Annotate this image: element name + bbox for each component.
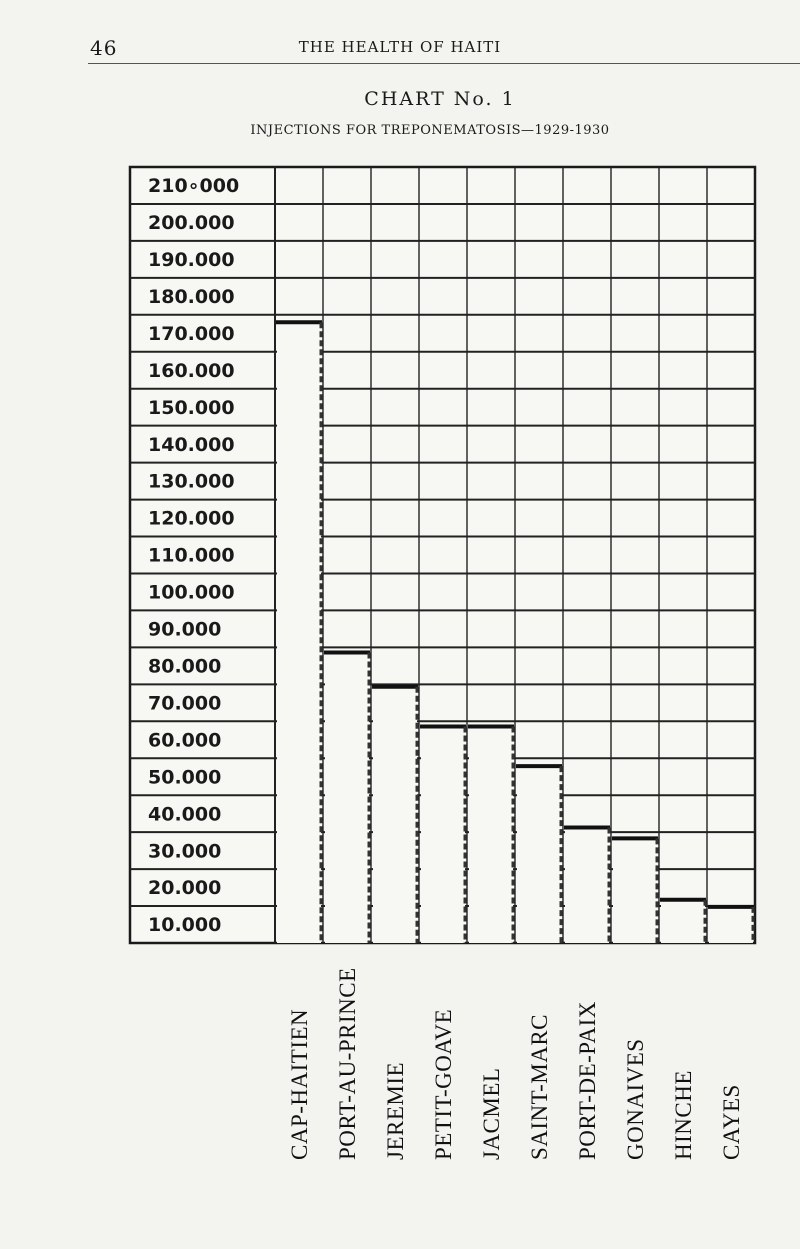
- bar: [276, 322, 322, 943]
- category-label: PORT-DE-PAIX: [575, 1001, 600, 1160]
- bar: [564, 828, 610, 943]
- y-tick-label: 160.000: [148, 359, 235, 382]
- bar-body: [421, 726, 465, 943]
- y-tick-label: 150.000: [148, 396, 235, 419]
- bar: [468, 726, 514, 943]
- bar: [324, 652, 370, 943]
- chart-subtitle: INJECTIONS FOR TREPONEMATOSIS—1929-1930: [250, 123, 610, 138]
- category-label: SAINT-MARC: [527, 1013, 552, 1160]
- bar: [708, 907, 754, 943]
- y-tick-label: 90.000: [148, 618, 222, 641]
- bar-body: [517, 766, 561, 943]
- category-label: HINCHE: [671, 1070, 696, 1160]
- bar-body: [709, 907, 753, 943]
- category-label: GONAIVES: [623, 1038, 648, 1160]
- bar-body: [277, 322, 321, 943]
- bar-body: [613, 838, 657, 943]
- running-head: THE HEALTH OF HAITI: [298, 38, 502, 56]
- category-labels: [287, 967, 744, 1160]
- bar: [372, 687, 418, 943]
- y-tick-label: 60.000: [148, 729, 222, 752]
- category-label: JACMEL: [479, 1067, 504, 1160]
- y-tick-label: 120.000: [148, 507, 235, 530]
- bar-body: [469, 726, 513, 943]
- y-tick-label: 170.000: [148, 322, 235, 345]
- y-tick-label: 10.000: [148, 914, 222, 937]
- chart-title: CHART No. 1: [364, 88, 516, 110]
- y-tick-label: 50.000: [148, 766, 222, 789]
- y-tick-label: 30.000: [148, 840, 222, 863]
- bar-body: [373, 687, 417, 943]
- category-label: PETIT-GOAVE: [431, 1008, 456, 1160]
- y-tick-label: 210∘000: [148, 175, 240, 198]
- bar: [516, 766, 562, 943]
- y-tick-label: 70.000: [148, 692, 222, 715]
- category-label: CAP-HAITIEN: [287, 1008, 312, 1160]
- bar: [660, 900, 706, 943]
- category-label: CAYES: [719, 1084, 744, 1160]
- category-label: JEREMIE: [383, 1061, 408, 1160]
- y-tick-label: 80.000: [148, 655, 222, 678]
- page-number: 46: [90, 36, 118, 60]
- y-tick-label: 140.000: [148, 433, 235, 456]
- y-tick-label: 180.000: [148, 285, 235, 308]
- bar-body: [661, 900, 705, 943]
- y-tick-label: 40.000: [148, 803, 222, 826]
- bar-body: [565, 828, 609, 943]
- category-label: PORT-AU-PRINCE: [335, 967, 360, 1160]
- y-tick-label: 100.000: [148, 581, 235, 604]
- bar: [612, 838, 658, 943]
- y-tick-label: 110.000: [148, 544, 235, 567]
- y-tick-label: 200.000: [148, 212, 235, 235]
- y-tick-label: 20.000: [148, 877, 222, 900]
- y-tick-label: 130.000: [148, 470, 235, 493]
- y-tick-label: 190.000: [148, 249, 235, 272]
- bar-body: [325, 652, 369, 943]
- bar: [420, 726, 466, 943]
